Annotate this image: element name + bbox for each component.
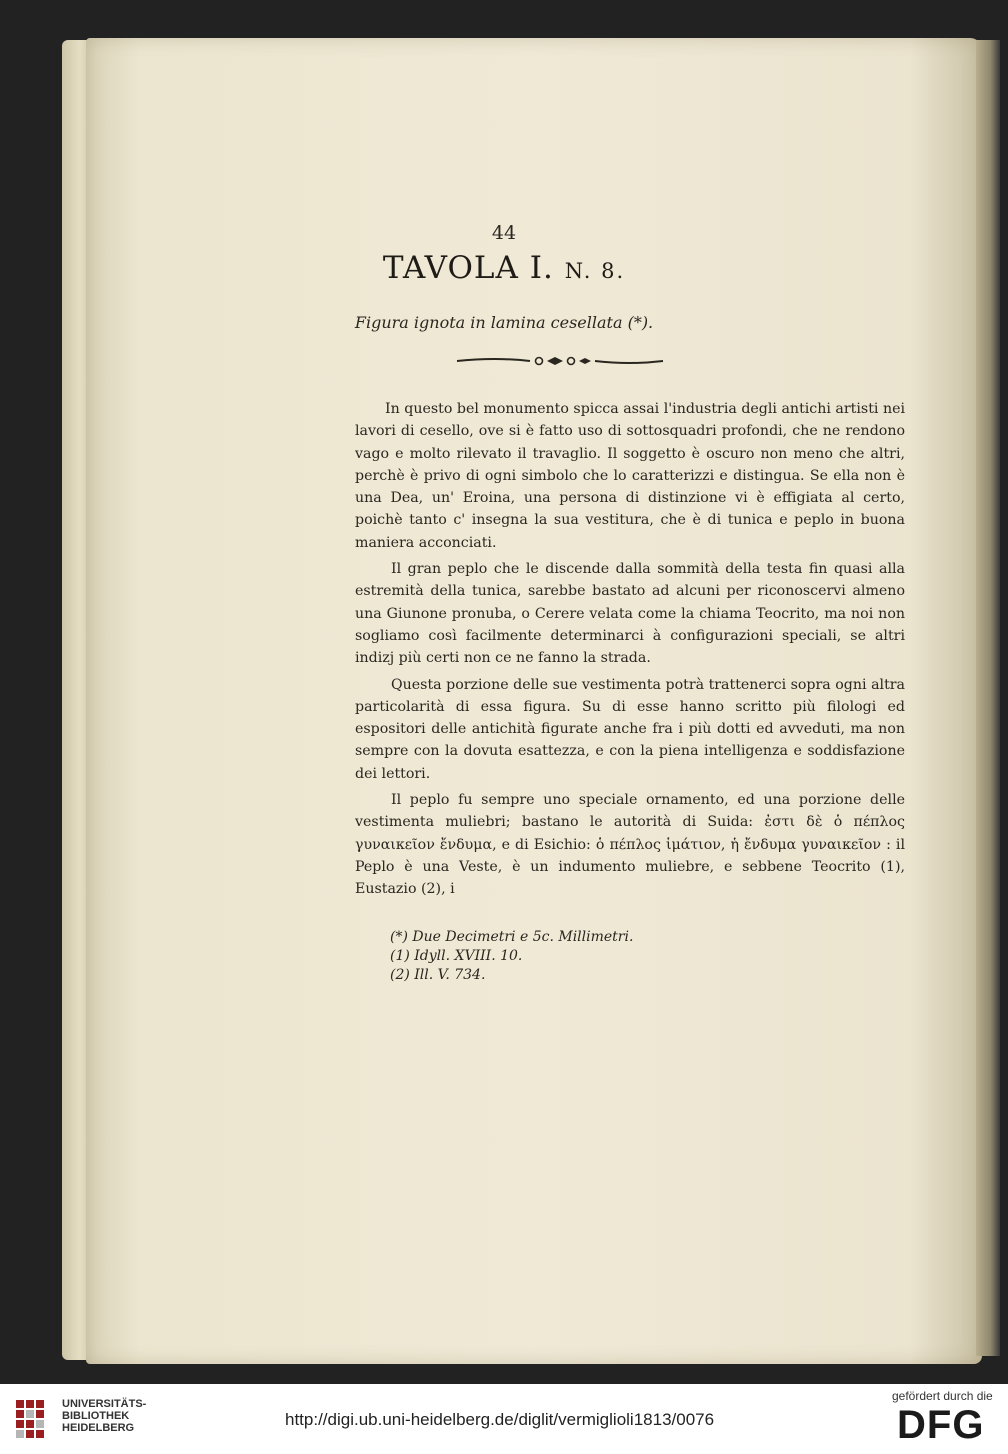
- dfg-logo[interactable]: DFG: [897, 1403, 985, 1447]
- title-number: N. 8.: [564, 259, 626, 283]
- paragraph: Questa porzione delle sue vestimenta potrà trattenerci sopra ogni altra particolarità di essa figura. Su di esse hanno scritto più filologi ed espositori delle antichità figurate anche fra i più dotti ed avveduti, ma non sempre con la dovuta esattezza, e con la piena intelligenza e soddisfazione dei lettori.: [355, 676, 906, 782]
- library-name-line: UNIVERSITÄTS-: [62, 1398, 147, 1410]
- library-name[interactable]: [62, 1398, 146, 1434]
- footnotes: [390, 928, 790, 985]
- body-text: [355, 398, 905, 905]
- paragraph: In questo bel monumento spicca assai l'industria degli antichi artisti nei lavori di cesello, ove si è fatto uso di sottosquadri profondi, che ne rendono vago e molto rilevato il travaglio. Il soggetto è oscuro non meno che altri, perchè è privo di ogni simbolo che lo caratterizzi e distingua. Se ella non è una Dea, un' Eroina, una persona di distinzione vi è effigiata al certo, poichè tanto c' insegna la sua vestitura, che è di tunica e peplo in buona maniera acconciati.: [355, 401, 906, 551]
- ornament-divider: [455, 354, 665, 368]
- footnote: (2) Ill. V. 734.: [390, 967, 486, 983]
- title-main: TAVOLA I.: [382, 250, 554, 286]
- permalink-url[interactable]: http://digi.ub.uni-heidelberg.de/diglit/vermiglioli1813/0076: [285, 1410, 715, 1429]
- library-name-line: HEIDELBERG: [62, 1422, 135, 1434]
- university-library-logo-icon[interactable]: [14, 1396, 54, 1440]
- paragraph: Il peplo fu sempre uno speciale ornamento, ed una porzione delle vestimenta muliebri; bastano le autorità di Suida: ἐστι δὲ ὁ πέπλος γυναικεῖον ἔνδυμα, e di Esichio: ὁ πέπλος ἱμάτιον, ἡ ἔνδυμα γυναικεῖον : il Peplo è una Veste, è un indumento muliebre, e sebbene Teocrito (1), Eustazio (2), i: [355, 792, 905, 898]
- page-title: [0, 250, 1008, 286]
- viewer-footer: [0, 1384, 1008, 1454]
- page-number: 44: [491, 222, 517, 244]
- page-subtitle: Figura ignota in lamina cesellata (*).: [354, 313, 654, 332]
- library-name-line: BIBLIOTHEK: [62, 1410, 130, 1422]
- footnote: (1) Idyll. XVIII. 10.: [390, 948, 523, 964]
- paragraph: Il gran peplo che le discende dalla sommità della testa fin quasi alla estremità della tunica, sarebbe bastato ad alcuni per riconoscervi almeno una Giunone pronuba, o Cerere velata come la chiama Teocrito, ma noi non sogliamo così facilmente determinarci à configurazioni speciali, se altri indizj più certi non ce ne fanno la strada.: [355, 561, 905, 667]
- funding-caption: gefördert durch die: [892, 1389, 993, 1403]
- footnote: (*) Due Decimetri e 5c. Millimetri.: [390, 929, 634, 945]
